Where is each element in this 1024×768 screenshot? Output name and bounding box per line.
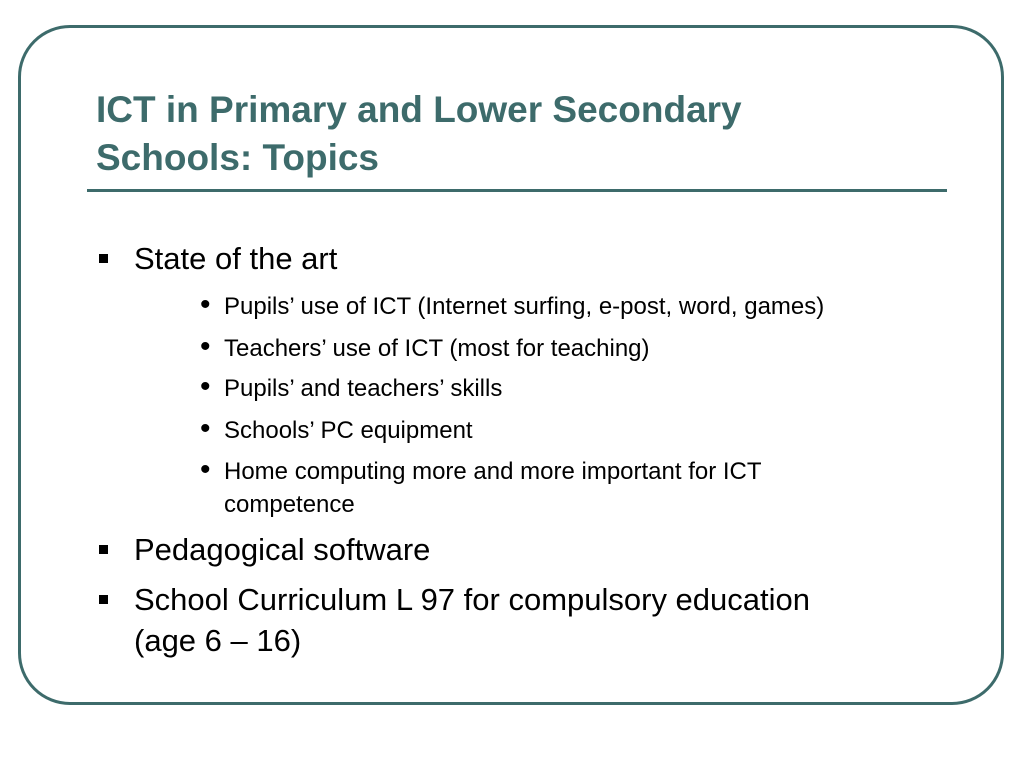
dot-bullet-icon: •: [200, 412, 211, 445]
bullet-pedagogical-software: Pedagogical software: [134, 532, 431, 567]
title-line-2: Schools: Topics: [96, 137, 380, 178]
dot-bullet-icon: •: [200, 453, 211, 486]
square-bullet-icon: [99, 545, 108, 554]
dot-bullet-icon: •: [200, 330, 211, 363]
sub-bullet-pc-equipment: Schools’ PC equipment: [224, 417, 473, 444]
square-bullet-icon: [99, 254, 108, 263]
title-line-1: ICT in Primary and Lower Secondary: [96, 89, 742, 130]
bullet-school-curriculum-cont: (age 6 – 16): [134, 623, 302, 658]
square-bullet-icon: [99, 595, 108, 604]
sub-bullet-home-computing-cont: competence: [224, 491, 355, 518]
bullet-school-curriculum: School Curriculum L 97 for compulsory education: [134, 582, 811, 617]
sub-bullet-home-computing: Home computing more and more important for ICT: [224, 458, 762, 485]
bullet-state-of-art: State of the art: [134, 241, 338, 276]
dot-bullet-icon: •: [200, 288, 211, 321]
sub-bullet-skills: Pupils’ and teachers’ skills: [224, 375, 503, 402]
sub-bullet-teachers-use: Teachers’ use of ICT (most for teaching): [224, 335, 650, 362]
dot-bullet-icon: •: [200, 370, 211, 403]
sub-bullet-pupils-use: Pupils’ use of ICT (Internet surfing, e-post, word, games): [224, 293, 825, 320]
